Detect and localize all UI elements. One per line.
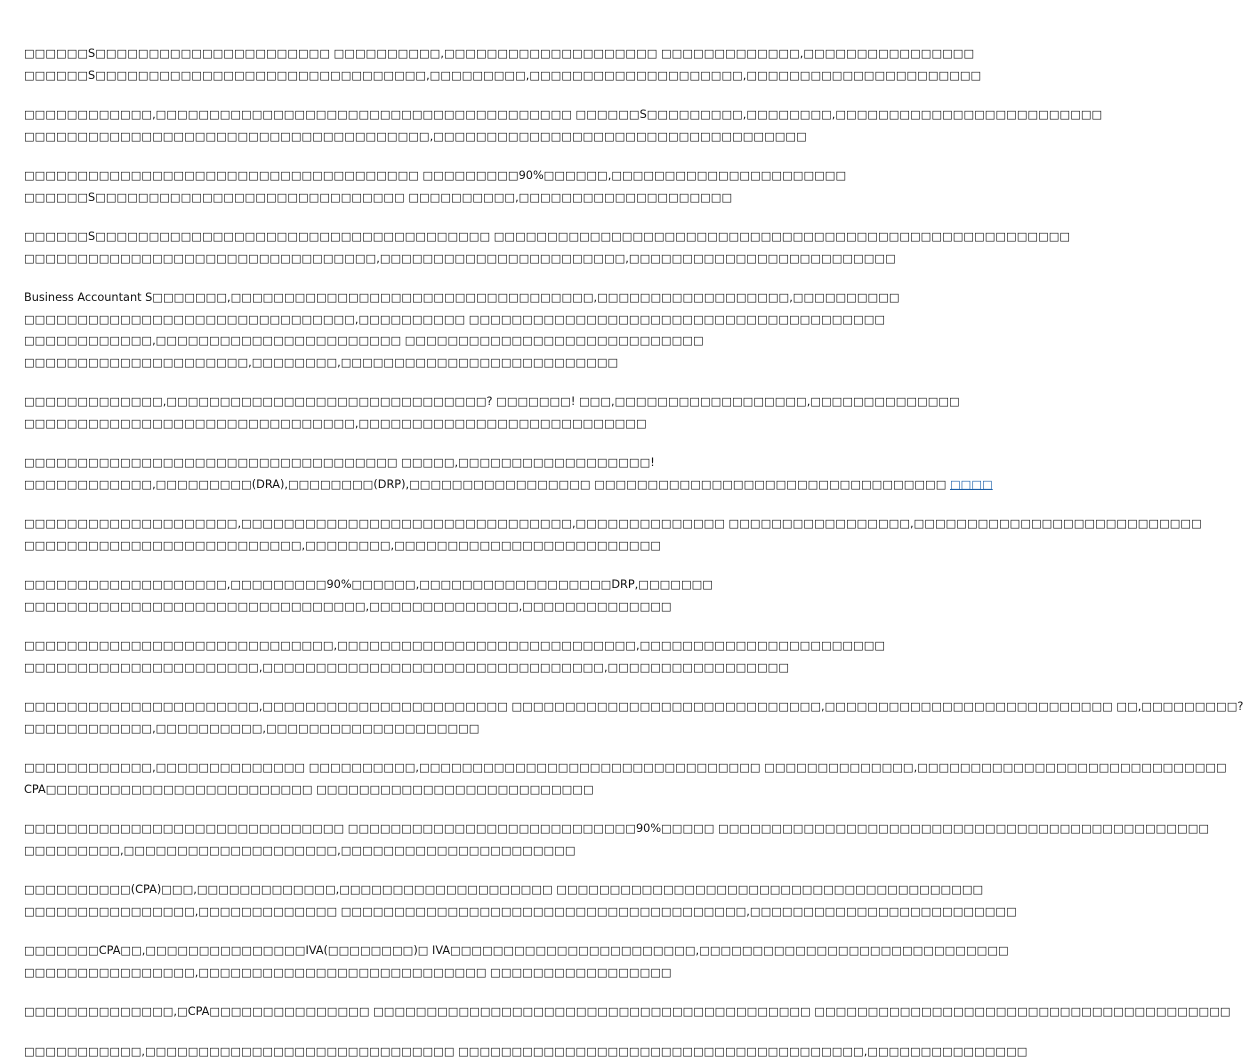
text-line: □□□□□□□□□□□□,□□□□□□□□□□,□□□□□□□□□□□□□□□□□□□□: [24, 718, 686, 740]
text-line: □□□□□□□□□□□□□,□□□□□□□□□□□□□□□□□□□□□□□□□□□□□□? □□□□□□□! □□□,□□□□□□□□□□□□□□□□□□,□□□□□□□□□□□□□□: [24, 391, 686, 413]
paragraph: [24, 513, 686, 556]
paragraph: [24, 757, 686, 800]
paragraph: [24, 1041, 686, 1062]
text-line: □□□□□□□□□□□□□□□□□□□,□□□□□□□□□90%□□□□□□,□□□□□□□□□□□□□□□□□□DRP,□□□□□□□: [24, 574, 686, 596]
paragraph: [24, 696, 686, 739]
text-line: □□□□□□□□□□□□□□□□□□□□□□□□□□□□□□□□□□□□□ □□□□□□□□□90%□□□□□□,□□□□□□□□□□□□□□□□□□□□□□: [24, 165, 686, 187]
paragraph: [24, 635, 686, 678]
paragraph: [24, 165, 686, 208]
text-line: □□□□□□S□□□□□□□□□□□□□□□□□□□□□□□□□□□□□□□□□□□□□ □□□□□□□□□□□□□□□□□□□□□□□□□□□□□□□□□□□□□□□□□□□□□□□□□□□□□□: [24, 226, 686, 248]
paragraph: [24, 574, 686, 617]
text-line: Business Accountant S□□□□□□□,□□□□□□□□□□□□□□□□□□□□□□□□□□□□□□□□□□,□□□□□□□□□□□□□□□□□□,□□□□□□□□□□: [24, 287, 686, 309]
text-line: □□□□□□□□□□□□,□□□□□□□□□□□□□□□□□□□□□□□□□□□□□□□□□□□□□□□ □□□□□□S□□□□□□□□□,□□□□□□□□,□□□□□□□□□□□□□□□□□□□□□□□□□: [24, 104, 686, 126]
text-line: □□□□□□□□□□□,□□□□□□□□□□□□□□□□□□□□□□□□□□□□□ □□□□□□□□□□□□□□□□□□□□□□□□□□□□□□□□□□□□□□,□□□□□□□□□□□□□□□: [24, 1041, 686, 1062]
text-line: □□□□□□□□□□□□□□□□□□□□□,□□□□□□□□,□□□□□□□□□□□□□□□□□□□□□□□□□□: [24, 352, 686, 374]
paragraph: [24, 287, 686, 373]
text-line: □□□□□□S□□□□□□□□□□□□□□□□□□□□□□□□□□□□□□□,□□□□□□□□□,□□□□□□□□□□□□□□□□□□□□,□□□□□□□□□□□□□□□□□□□□□□: [24, 65, 686, 87]
text-line: □□□□□□□□□□□□□□□□,□□□□□□□□□□□□□□□□□□□□□□□□□□□ □□□□□□□□□□□□□□□□□: [24, 962, 686, 984]
text-line: □□□□□□□CPA□□,□□□□□□□□□□□□□□□IVA(□□□□□□□□)□ IVA□□□□□□□□□□□□□□□□□□□□□□□,□□□□□□□□□□□□□□□□□□□□□□□□□□□□□: [24, 940, 686, 962]
text-line: □□□□□□□□□□□□,□□□□□□□□□□□□□□ □□□□□□□□□□,□□□□□□□□□□□□□□□□□□□□□□□□□□□□□□□□ □□□□□□□□□□□□□□,□□□□□□□□□□□□□□□□□□□□□□□□□□□□□: [24, 757, 686, 779]
paragraph: [24, 391, 686, 434]
text-line: □□□□□□□□□□□□□□,□CPA□□□□□□□□□□□□□□□ □□□□□□□□□□□□□□□□□□□□□□□□□□□□□□□□□□□□□□□□□ □□□□□□□□□□□□□□□□□□□□□□□□□□□□□□□□□□□□□□□: [24, 1001, 686, 1023]
text-line: [24, 474, 686, 496]
text-segment: □□□□□□□□□□□□,□□□□□□□□□(DRA),□□□□□□□□(DRP),□□□□□□□□□□□□□□□□□ □□□□□□□□□□□□□□□□□□□□□□□□□□□□□□□□□: [24, 478, 946, 491]
text-line: □□□□□□□□□□□□□□□□□□□□□□□□□□,□□□□□□□□,□□□□□□□□□□□□□□□□□□□□□□□□□: [24, 535, 686, 557]
text-line: □□□□□□□□□□□□□□□□□□□□□□□□□□□□□□ □□□□□□□□□□□□□□□□□□□□□□□□□□□90%□□□□□ □□□□□□□□□□□□□□□□□□□□□□□□□□□□□□□□□□□□□□□□□□□□□□: [24, 818, 686, 840]
paragraph: [24, 940, 686, 983]
paragraph: [24, 1001, 686, 1023]
text-line: □□□□□□□□□□□□□□□□□□□□□□□□□□□□□□□,□□□□□□□□□□ □□□□□□□□□□□□□□□□□□□□□□□□□□□□□□□□□□□□□□□: [24, 309, 686, 331]
text-line: □□□□□□□□□□□□□□□□□□□□□□□□□□□□□□□□□□□ □□□□□,□□□□□□□□□□□□□□□□□□!: [24, 452, 686, 474]
text-line: □□□□□□□□□□□□□□□□□□□□,□□□□□□□□□□□□□□□□□□□□□□□□□□□□□□□,□□□□□□□□□□□□□□ □□□□□□□□□□□□□□□□□,□□□□□□□□□□□□□□□□□□□□□□□□□□□: [24, 513, 686, 535]
text-line: □□□□□□S□□□□□□□□□□□□□□□□□□□□□□ □□□□□□□□□□,□□□□□□□□□□□□□□□□□□□□ □□□□□□□□□□□□□,□□□□□□□□□□□□□□□□: [24, 43, 686, 65]
text-line: □□□□□□□□□□□□□□□□□□□□□□□□□□□□□□□□,□□□□□□□□□□□□□□,□□□□□□□□□□□□□□: [24, 596, 686, 618]
paragraph: [24, 226, 686, 269]
text-line: □□□□□□□□□□□□□□□□□□□□□□□□□□□□□□□□□,□□□□□□□□□□□□□□□□□□□□□□□,□□□□□□□□□□□□□□□□□□□□□□□□□: [24, 248, 686, 270]
text-line: □□□□□□□□□□□□□□□□□□□□□□□□□□□□□□□□□□□□□□,□□□□□□□□□□□□□□□□□□□□□□□□□□□□□□□□□□□: [24, 126, 686, 148]
paragraph: [24, 818, 686, 861]
text-line: □□□□□□□□□□□□□□□□,□□□□□□□□□□□□□ □□□□□□□□□□□□□□□□□□□□□□□□□□□□□□□□□□□□□□,□□□□□□□□□□□□□□□□□□□□□□□□□: [24, 901, 686, 923]
paragraph: [24, 879, 686, 922]
text-line: □□□□□□□□□□□□□□□□□□□□□□□□□□□□□,□□□□□□□□□□□□□□□□□□□□□□□□□□□□,□□□□□□□□□□□□□□□□□□□□□□□: [24, 635, 686, 657]
text-line: □□□□□□□□□□□□□□□□□□□□□□,□□□□□□□□□□□□□□□□□□□□□□□ □□□□□□□□□□□□□□□□□□□□□□□□□□□□□,□□□□□□□□□□□□□□□□□□□□□□□□□□□ □□,□□□□□□□□□?: [24, 696, 686, 718]
paragraph: [24, 43, 686, 86]
text-line: □□□□□□S□□□□□□□□□□□□□□□□□□□□□□□□□□□□□ □□□□□□□□□□,□□□□□□□□□□□□□□□□□□□□: [24, 187, 686, 209]
text-line: □□□□□□□□□,□□□□□□□□□□□□□□□□□□□□,□□□□□□□□□□□□□□□□□□□□□□: [24, 840, 686, 862]
text-line: □□□□□□□□□□□□,□□□□□□□□□□□□□□□□□□□□□□□ □□□□□□□□□□□□□□□□□□□□□□□□□□□□: [24, 330, 686, 352]
inline-link[interactable]: □□□□: [950, 478, 993, 491]
text-line: □□□□□□□□□□(CPA)□□□,□□□□□□□□□□□□□,□□□□□□□□□□□□□□□□□□□□ □□□□□□□□□□□□□□□□□□□□□□□□□□□□□□□□□□□□□□□□: [24, 879, 686, 901]
paragraph: [24, 104, 686, 147]
text-line: □□□□□□□□□□□□□□□□□□□□□□□□□□□□□□□,□□□□□□□□□□□□□□□□□□□□□□□□□□□: [24, 413, 686, 435]
text-line: CPA□□□□□□□□□□□□□□□□□□□□□□□□□ □□□□□□□□□□□□□□□□□□□□□□□□□□: [24, 779, 686, 801]
text-line: □□□□□□□□□□□□□□□□□□□□□□,□□□□□□□□□□□□□□□□□□□□□□□□□□□□□□□□,□□□□□□□□□□□□□□□□□: [24, 657, 686, 679]
paragraph: [24, 452, 686, 495]
